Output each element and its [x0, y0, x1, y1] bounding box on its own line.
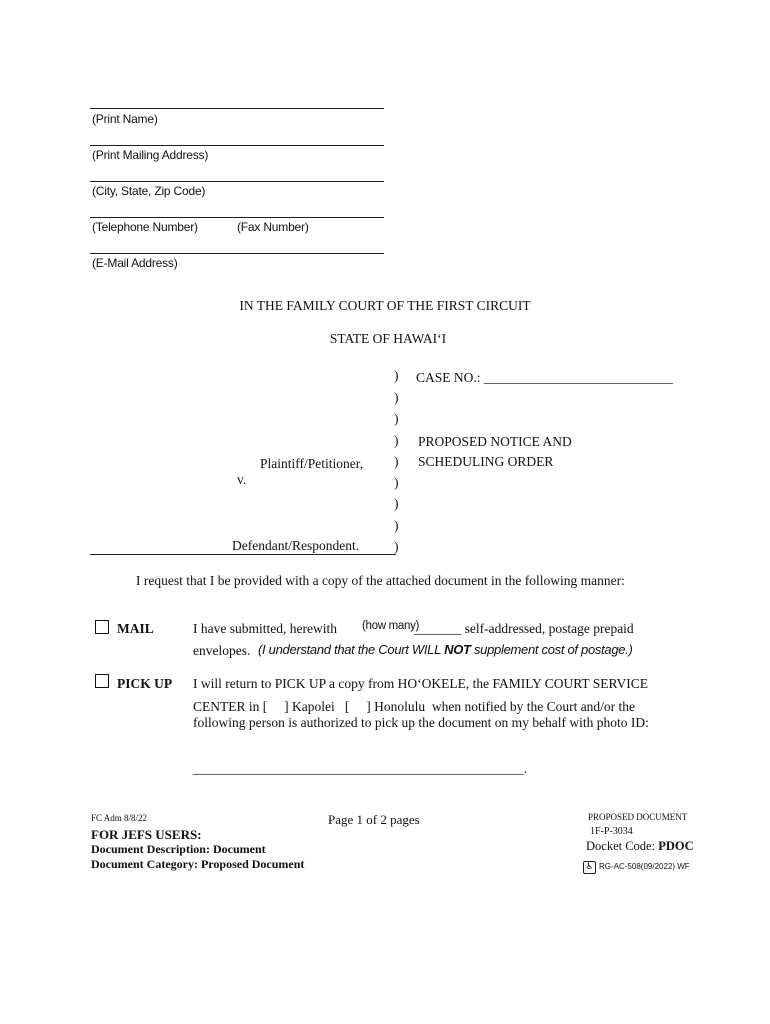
proposed-document-tag: PROPOSED DOCUMENT [588, 812, 688, 822]
pickup-checkbox[interactable] [95, 674, 109, 688]
form-date: FC Adm 8/8/22 [91, 813, 148, 823]
docket-code [586, 839, 694, 854]
city-state-zip-line [90, 181, 384, 182]
email-label: (E-Mail Address) [92, 256, 178, 270]
caption-paren: ) [394, 390, 399, 405]
defendant-label: Defendant/Respondent. [232, 538, 360, 553]
caption-paren: ) [394, 454, 399, 469]
envelope-count-field[interactable]: _______ self-addressed, postage prepaid [414, 621, 634, 636]
mailing-address-label: (Print Mailing Address) [92, 148, 209, 162]
pickup-line1: I will return to PICK UP a copy from HO‘OKELE, the FAMILY COURT SERVICE [193, 676, 648, 691]
document-category: Document Category: Proposed Document [91, 857, 305, 871]
document-title-line2: SCHEDULING ORDER [418, 454, 554, 469]
print-name-label: (Print Name) [92, 112, 158, 126]
telephone-label: (Telephone Number) [92, 220, 198, 234]
postage-note-not: NOT [444, 642, 471, 657]
caption-bottom-line [90, 554, 396, 555]
caption-paren: ) [394, 539, 399, 554]
versus-label: v. [237, 472, 247, 487]
wheelchair-accessibility-icon: ♿ [583, 861, 596, 874]
jefs-title: FOR JEFS USERS: [91, 827, 202, 842]
caption-paren: ) [394, 433, 399, 448]
mailing-address-line [90, 145, 384, 146]
fax-label: (Fax Number) [237, 220, 309, 234]
mail-line2-start: envelopes. [193, 643, 251, 658]
pickup-line3: following person is authorized to pick up the document on my behalf with photo ID: [193, 715, 649, 730]
request-text: I request that I be provided with a copy of the attached document in the following manner: [136, 573, 625, 588]
form-number: 1F-P-3034 [590, 826, 633, 837]
page-number: Page 1 of 2 pages [328, 812, 420, 827]
docket-code-value: PDOC [658, 839, 694, 853]
pickup-label: PICK UP [117, 676, 173, 691]
caption-paren: ) [394, 368, 399, 383]
postage-note-end: supplement cost of postage.) [473, 642, 633, 657]
docket-code-label: Docket Code: [586, 839, 656, 853]
pickup-line2: CENTER in [ ] Kapolei [ ] Honolulu when notified by the Court and/or the [193, 699, 636, 714]
rg-form-code: RG-AC-508(09/2022) WF [599, 862, 690, 871]
postage-note [258, 642, 633, 657]
document-title-line1: PROPOSED NOTICE AND [418, 434, 572, 449]
mail-line1-start: I have submitted, herewith [193, 621, 337, 636]
email-line [90, 253, 384, 254]
telephone-line [90, 217, 384, 218]
mail-checkbox[interactable] [95, 620, 109, 634]
caption-paren: ) [394, 411, 399, 426]
caption-paren: ) [394, 518, 399, 533]
authorized-person-field[interactable]: _________________________________________________. [193, 761, 528, 776]
print-name-line [90, 108, 384, 109]
how-many-hint: (how many) [362, 620, 420, 632]
city-state-zip-label: (City, State, Zip Code) [92, 184, 206, 198]
state-heading: STATE OF HAWAI‘I [329, 331, 447, 346]
plaintiff-label: Plaintiff/Petitioner, [260, 456, 364, 471]
court-heading: IN THE FAMILY COURT OF THE FIRST CIRCUIT [239, 298, 531, 313]
caption-paren: ) [394, 475, 399, 490]
document-description: Document Description: Document [91, 842, 266, 856]
case-number: CASE NO.: ____________________________ [416, 370, 673, 385]
postage-note-start: (I understand that the Court WILL [258, 642, 441, 657]
mail-label: MAIL [117, 621, 154, 636]
caption-paren: ) [394, 496, 399, 511]
